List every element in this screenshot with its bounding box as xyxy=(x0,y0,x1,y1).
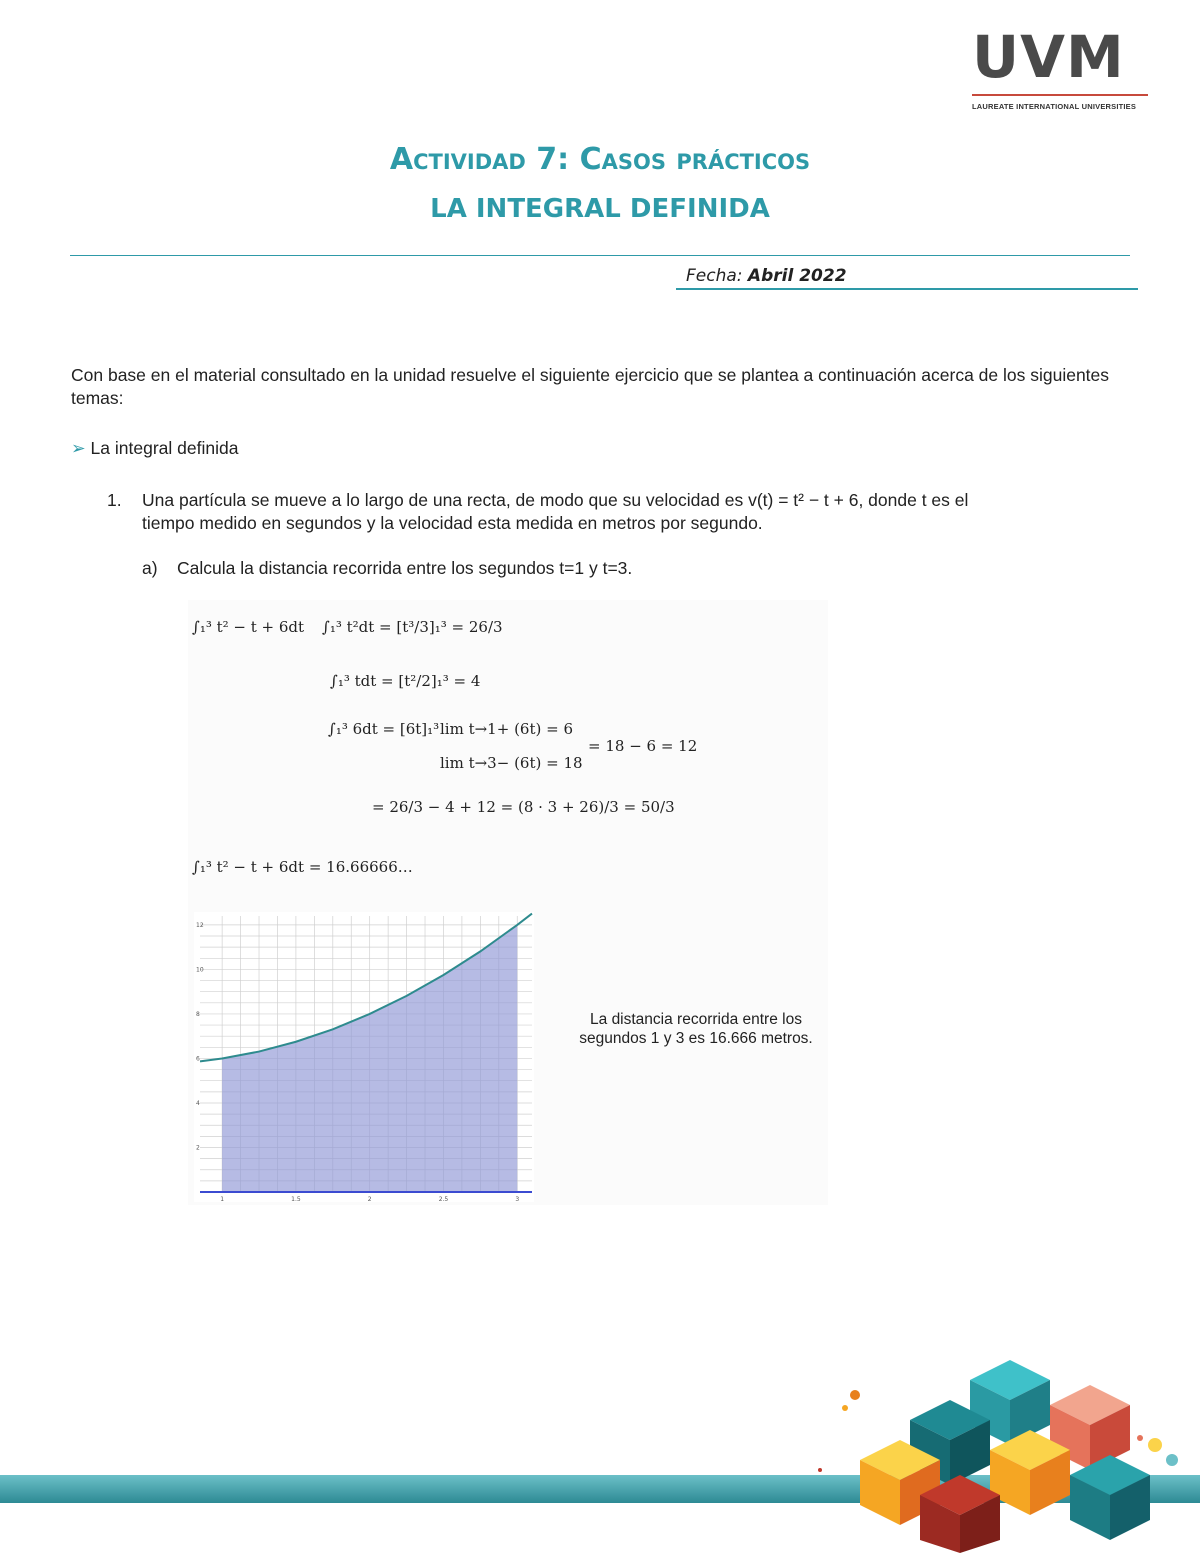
math-limit-result: = 18 − 6 = 12 xyxy=(588,737,698,755)
area-chart xyxy=(194,912,534,1202)
subquestion-label: a) xyxy=(142,558,158,578)
subquestion-text: Calcula la distancia recorrida entre los segundos t=1 y t=3. xyxy=(177,558,633,578)
page-subtitle: LA INTEGRAL DEFINIDA xyxy=(430,194,770,224)
problem-number: 1. xyxy=(107,490,122,510)
y-tick-label: 2 xyxy=(196,1144,200,1152)
bullet-item xyxy=(71,437,1121,460)
uvm-logo xyxy=(972,23,1150,111)
math-limit1: lim t→1+ (6t) = 6 xyxy=(440,720,573,738)
math-limit2: lim t→3− (6t) = 18 xyxy=(440,754,583,772)
intro-paragraph: Con base en el material consultado en la unidad resuelve el siguiente ejercicio que se plantea a continuación acerca de los siguientes temas: xyxy=(71,365,1110,408)
x-tick-label: 1 xyxy=(220,1196,225,1202)
date-value: Abril 2022 xyxy=(747,266,847,286)
logo-divider xyxy=(972,94,1148,96)
bullet-text: La integral definida xyxy=(90,438,239,458)
math-final: ∫₁³ t² − t + 6dt = 16.66666… xyxy=(192,858,413,876)
date-label: Fecha: xyxy=(686,266,743,286)
x-tick-label: 1.5 xyxy=(291,1196,301,1202)
math-line1b: ∫₁³ t²dt = [t³/3]₁³ = 26/3 xyxy=(322,618,503,636)
math-line1: ∫₁³ t² − t + 6dt xyxy=(192,618,305,636)
logo-subtitle: LAUREATE INTERNATIONAL UNIVERSITIES xyxy=(972,102,1137,111)
title-divider xyxy=(70,255,1130,256)
problem-line2: tiempo medido en segundos y la velocidad esta medida en metros por segundo. xyxy=(142,513,763,533)
page-title: Actividad 7: Casos prácticos xyxy=(389,142,811,177)
math-line2: ∫₁³ tdt = [t²/2]₁³ = 4 xyxy=(330,672,481,690)
y-tick-label: 4 xyxy=(196,1099,200,1107)
date-field xyxy=(676,266,1138,290)
math-line3: ∫₁³ 6dt = [6t]₁³ xyxy=(328,720,440,738)
x-tick-label: 2 xyxy=(367,1196,372,1202)
y-tick-label: 12 xyxy=(196,921,204,929)
y-tick-label: 10 xyxy=(196,966,204,974)
y-tick-label: 8 xyxy=(196,1010,200,1018)
x-tick-label: 3 xyxy=(515,1196,520,1202)
problem-line1: Una partícula se mueve a lo largo de una recta, de modo que su velocidad es v(t) = t² − t + 6, donde t es el xyxy=(142,490,969,510)
answer-text: La distancia recorrida entre los segundos 1 y 3 es 16.666 metros. xyxy=(579,1011,813,1047)
logo-brand: UVM xyxy=(972,23,1125,91)
arrow-bullet-icon: ➢ xyxy=(71,438,86,458)
math-line4: = 26/3 − 4 + 12 = (8 · 3 + 26)/3 = 50/3 xyxy=(372,798,675,816)
y-tick-label: 6 xyxy=(196,1055,200,1063)
x-tick-label: 2.5 xyxy=(438,1196,449,1202)
cubes-decoration xyxy=(810,1350,1200,1553)
